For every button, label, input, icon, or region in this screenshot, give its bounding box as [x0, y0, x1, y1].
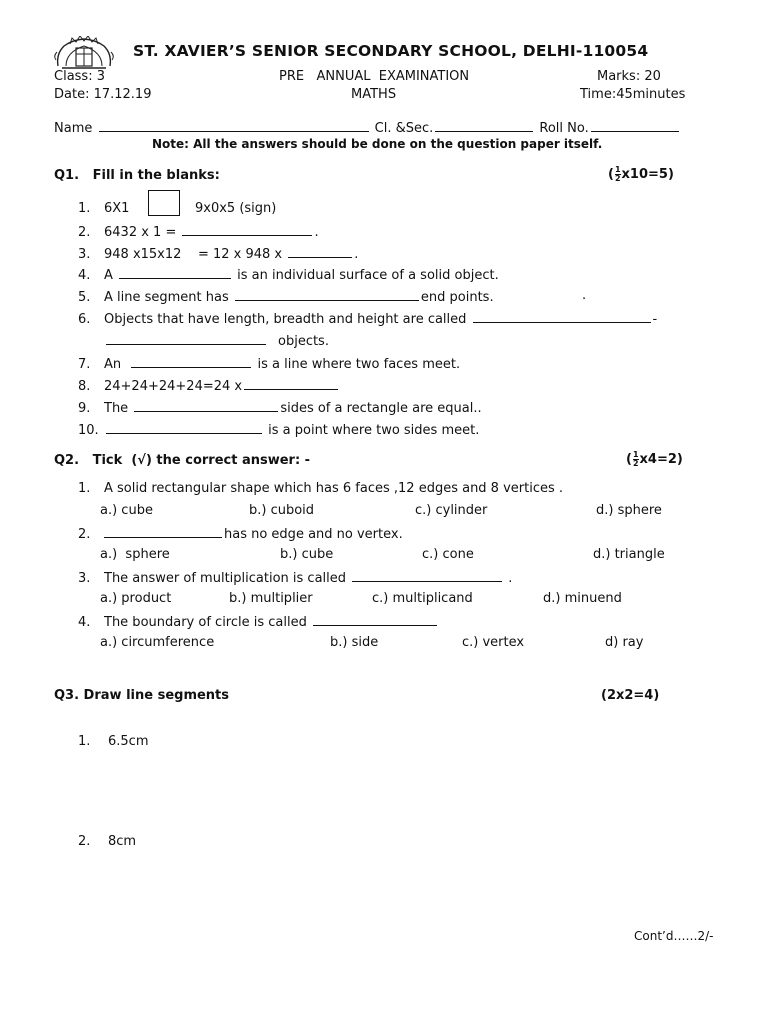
q1-item-text-end: sides of a rectangle are equal..	[280, 401, 482, 416]
q1-item-number: 4.	[78, 268, 91, 283]
q1-item-text-end: .	[354, 247, 359, 262]
q1-item-number: 2.	[78, 225, 91, 240]
q1-item-number: 9.	[78, 401, 91, 416]
q1-item-5-blank[interactable]	[235, 288, 419, 301]
q1-item-number: 3.	[78, 247, 91, 262]
q2-item-number: 3.	[78, 571, 91, 586]
q1-item-8	[78, 377, 340, 394]
q2-marks	[626, 451, 683, 468]
time-label: Time:45minutes	[580, 87, 686, 102]
class-section-label: Cl. &Sec.	[374, 121, 434, 136]
q1-item-text: 6X1	[104, 201, 130, 216]
q2-4-option-b[interactable]: b.) side	[330, 635, 379, 650]
q1-item-1-rest: 9x0x5 (sign)	[195, 201, 277, 216]
q2-frac-den: 2	[632, 459, 639, 468]
q2-item-3-blank[interactable]	[352, 569, 502, 582]
q2-marks-suffix: x4=2)	[639, 452, 683, 467]
q1-item-text: 6432 x 1 =	[104, 225, 181, 240]
school-name: ST. XAVIER’S SENIOR SECONDARY SCHOOL, DELHI-110054	[133, 42, 649, 60]
q1-item-number: 1.	[78, 201, 91, 216]
q1-item-text: 948 x15x12 = 12 x 948 x	[104, 247, 287, 262]
class-section-blank[interactable]	[435, 119, 533, 132]
q2-item-2	[78, 525, 403, 542]
q1-item-number: 5.	[78, 290, 91, 305]
q1-item-5-stray-dot: .	[582, 288, 587, 303]
continued-note: Cont’d……2/-	[634, 929, 714, 943]
q3-item-length: 8cm	[108, 834, 137, 849]
q2-item-number: 2.	[78, 527, 91, 542]
date-label: Date: 17.12.19	[54, 87, 152, 102]
q2-3-option-a[interactable]: a.) product	[100, 591, 172, 606]
q1-title: Q1. Fill in the blanks:	[54, 168, 220, 183]
q1-item-4-blank[interactable]	[119, 266, 231, 279]
q1-item-2-blank[interactable]	[182, 223, 312, 236]
q1-item-2	[78, 223, 319, 240]
name-row	[54, 119, 681, 136]
q1-item-text-end: is an individual surface of a solid object.	[233, 268, 499, 283]
q1-item-10	[78, 421, 479, 438]
q2-1-option-c[interactable]: c.) cylinder	[415, 503, 488, 518]
q1-item-10-blank[interactable]	[106, 421, 262, 434]
q2-frac-num: 1	[632, 450, 639, 459]
q2-item-number: 4.	[78, 615, 91, 630]
q2-question-text: A solid rectangular shape which has 6 faces ,12 edges and 8 vertices .	[104, 481, 564, 496]
name-blank[interactable]	[99, 119, 369, 132]
q3-marks: (2x2=4)	[601, 688, 660, 703]
roll-number-label: Roll No.	[539, 121, 589, 136]
q1-item-text-end: is a point where two sides meet.	[264, 423, 480, 438]
q1-item-text-dash: -	[652, 312, 658, 327]
q1-item-number: 10.	[78, 423, 99, 438]
q2-1-option-a[interactable]: a.) cube	[100, 503, 153, 518]
q1-item-7-blank[interactable]	[131, 355, 251, 368]
q2-2-option-c[interactable]: c.) cone	[422, 547, 474, 562]
q2-item-4	[78, 613, 439, 630]
name-label: Name	[54, 121, 93, 136]
class-label: Class: 3	[54, 69, 105, 84]
q2-marks-prefix: (	[626, 452, 632, 467]
q2-3-option-c[interactable]: c.) multiplicand	[372, 591, 473, 606]
q2-2-option-b[interactable]: b.) cube	[280, 547, 334, 562]
q1-frac-num: 1	[614, 165, 621, 174]
q1-item-6-blank[interactable]	[473, 310, 651, 323]
q2-question-text: The boundary of circle is called	[104, 615, 311, 630]
q2-4-option-d[interactable]: d) ray	[605, 635, 644, 650]
q2-3-option-b[interactable]: b.) multiplier	[229, 591, 313, 606]
q1-item-text: A line segment has	[104, 290, 233, 305]
q3-item-length: 6.5cm	[108, 734, 149, 749]
q2-4-option-a[interactable]: a.) circumference	[100, 635, 215, 650]
marks-label: Marks: 20	[597, 69, 661, 84]
q2-2-option-a[interactable]: a.) sphere	[100, 547, 170, 562]
q2-question-text-end: .	[508, 571, 513, 586]
q1-item-number: 8.	[78, 379, 91, 394]
q1-item-text: An	[104, 357, 130, 372]
q2-question-text: has no edge and no vertex.	[224, 527, 403, 542]
q1-marks-suffix: x10=5)	[621, 167, 674, 182]
q3-item-number: 2.	[78, 834, 91, 849]
roll-number-blank[interactable]	[591, 119, 679, 132]
q1-marks-prefix: (	[608, 167, 614, 182]
q1-item-5	[78, 288, 494, 305]
q2-2-option-d[interactable]: d.) triangle	[593, 547, 665, 562]
q2-1-option-b[interactable]: b.) cuboid	[249, 503, 315, 518]
note-text: Note: All the answers should be done on the question paper itself.	[152, 137, 603, 151]
q1-item-text-end: end points.	[420, 290, 494, 305]
q1-item-9-blank[interactable]	[134, 399, 278, 412]
q2-title: Q2. Tick (√) the correct answer: -	[54, 453, 311, 468]
q1-item-1	[78, 201, 129, 216]
q1-item-6	[78, 310, 657, 327]
q1-item-9	[78, 399, 482, 416]
q3-title: Q3. Draw line segments	[54, 688, 230, 703]
q1-item-text: Objects that have length, breadth and height are called	[104, 312, 471, 327]
q1-item-7	[78, 355, 460, 372]
q1-half-fraction	[615, 166, 621, 183]
sign-answer-box[interactable]	[148, 190, 180, 216]
q1-item-text-end: is a line where two faces meet.	[253, 357, 461, 372]
q2-question-text: The answer of multiplication is called	[104, 571, 351, 586]
q1-item-8-blank[interactable]	[244, 377, 338, 390]
q3-item-1	[78, 734, 149, 749]
q1-item-6-blank-2[interactable]	[106, 332, 266, 345]
q2-item-1	[78, 481, 563, 496]
q1-item-6-line2	[104, 332, 329, 349]
q2-item-2-blank[interactable]	[104, 525, 222, 538]
subject-label: MATHS	[351, 87, 397, 102]
q1-marks	[608, 166, 674, 183]
q2-item-4-blank[interactable]	[313, 613, 437, 626]
q1-frac-den: 2	[614, 174, 621, 183]
q1-item-4	[78, 266, 499, 283]
q3-item-2	[78, 834, 136, 849]
q2-4-option-c[interactable]: c.) vertex	[462, 635, 525, 650]
q1-item-3	[78, 245, 358, 262]
q1-item-text-end: .	[314, 225, 319, 240]
q2-item-number: 1.	[78, 481, 91, 496]
q1-item-text: The	[104, 401, 133, 416]
q3-item-number: 1.	[78, 734, 91, 749]
q1-item-number: 6.	[78, 312, 91, 327]
q2-1-option-d[interactable]: d.) sphere	[596, 503, 662, 518]
q2-item-3	[78, 569, 512, 586]
q1-item-text-end: objects.	[278, 334, 329, 349]
exam-title: PRE ANNUAL EXAMINATION	[279, 69, 470, 84]
q1-item-number: 7.	[78, 357, 91, 372]
q1-item-3-blank[interactable]	[288, 245, 352, 258]
q2-half-fraction	[633, 451, 639, 468]
q2-3-option-d[interactable]: d.) minuend	[543, 591, 622, 606]
q1-item-text: A	[104, 268, 118, 283]
q1-item-text: 24+24+24+24=24 x	[104, 379, 243, 394]
